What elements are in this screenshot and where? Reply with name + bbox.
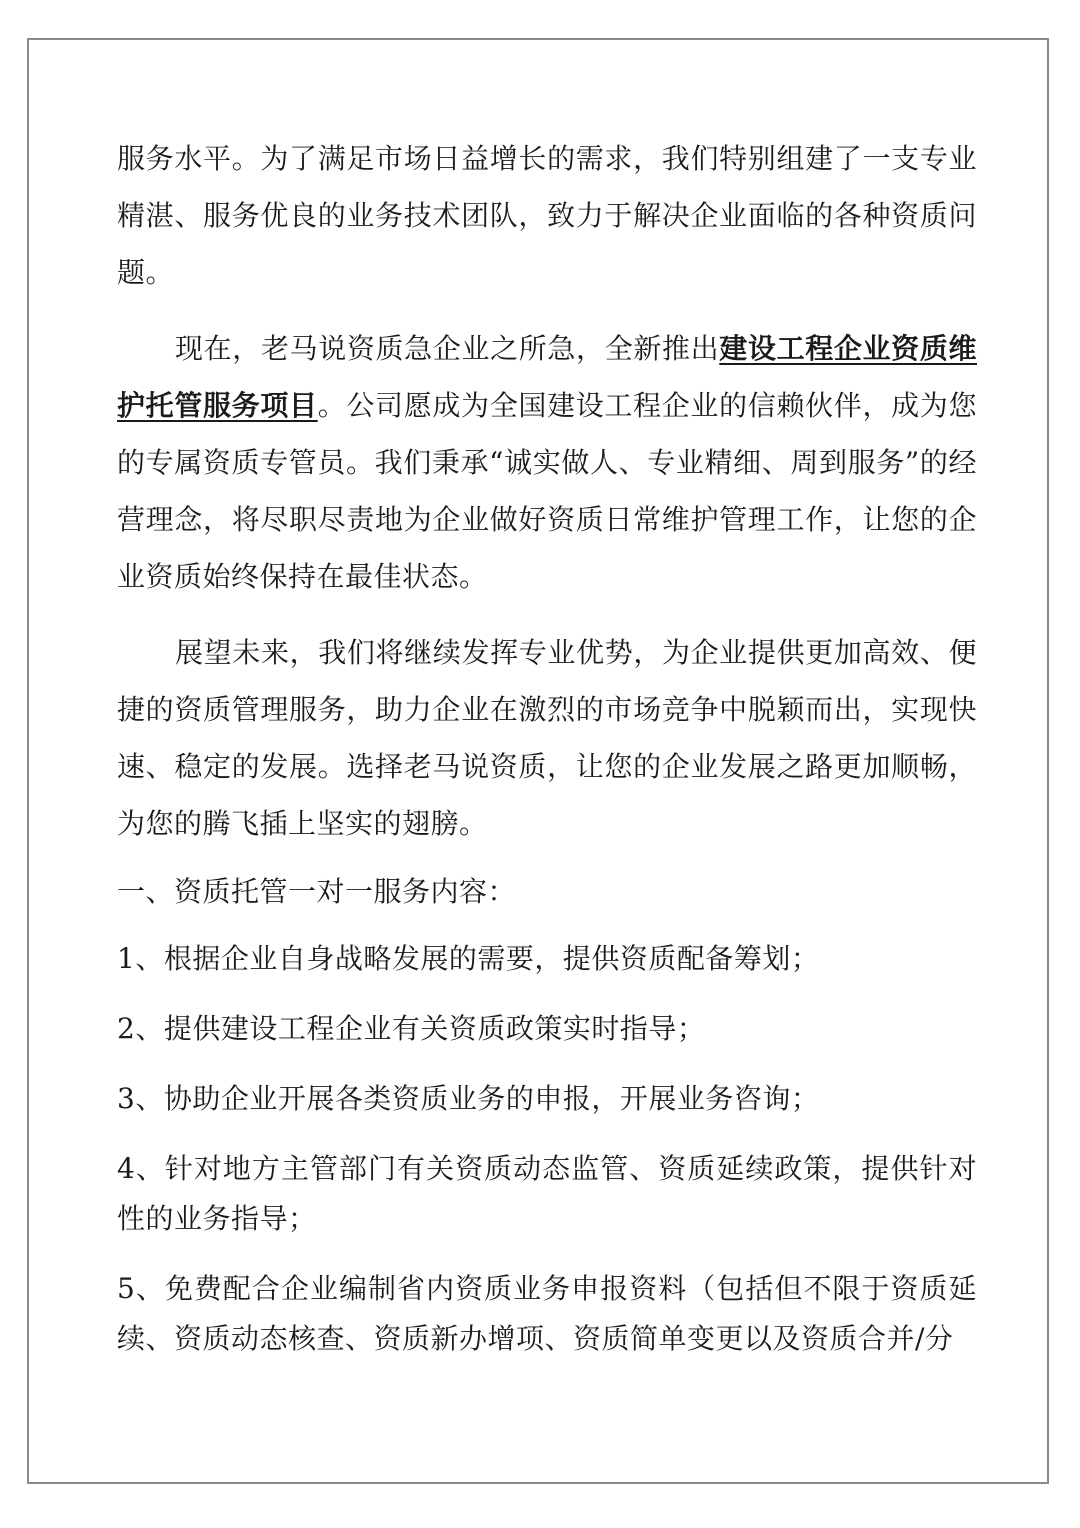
document-body	[117, 130, 977, 1364]
paragraph-service-launch-suffix: 。公司愿成为全国建设工程企业的信赖伙伴，成为您的专属资质专管员。我们秉承“诚实做人、专业精细、周到服务”的经营理念，将尽职尽责地为企业做好资质日常维护管理工作，让您的企业资质始终保持在最佳状态。	[117, 389, 977, 593]
paragraph-intro: 服务水平。为了满足市场日益增长的需求，我们特别组建了一支专业精湛、服务优良的业务技术团队，致力于解决企业面临的各种资质问题。	[117, 142, 977, 289]
list-item: 2、提供建设工程企业有关资质政策实时指导；	[117, 1012, 706, 1045]
paragraph-service-launch-prefix: 现在，老马说资质急企业之所急，全新推出	[175, 332, 720, 365]
list-item: 1、根据企业自身战略发展的需要，提供资质配备筹划；	[117, 942, 820, 975]
paragraph-service-launch	[117, 320, 977, 605]
service-project-highlight: 建设工程企业资质维护托管服务项目	[117, 332, 977, 422]
list-item: 5、免费配合企业编制省内资质业务申报资料（包括但不限于资质延续、资质动态核查、资质新办增项、资质简单变更以及资质合并/分	[117, 1272, 977, 1355]
list-item: 4、针对地方主管部门有关资质动态监管、资质延续政策，提供针对性的业务指导；	[117, 1152, 977, 1235]
list-item: 3、协助企业开展各类资质业务的申报，开展业务咨询；	[117, 1082, 820, 1115]
section-heading: 一、资质托管一对一服务内容：	[117, 875, 517, 908]
paragraph-outlook: 展望未来，我们将继续发挥专业优势，为企业提供更加高效、便捷的资质管理服务，助力企业在激烈的市场竞争中脱颖而出，实现快速、稳定的发展。选择老马说资质，让您的企业发展之路更加顺畅，为您的腾飞插上坚实的翅膀。	[117, 636, 977, 840]
